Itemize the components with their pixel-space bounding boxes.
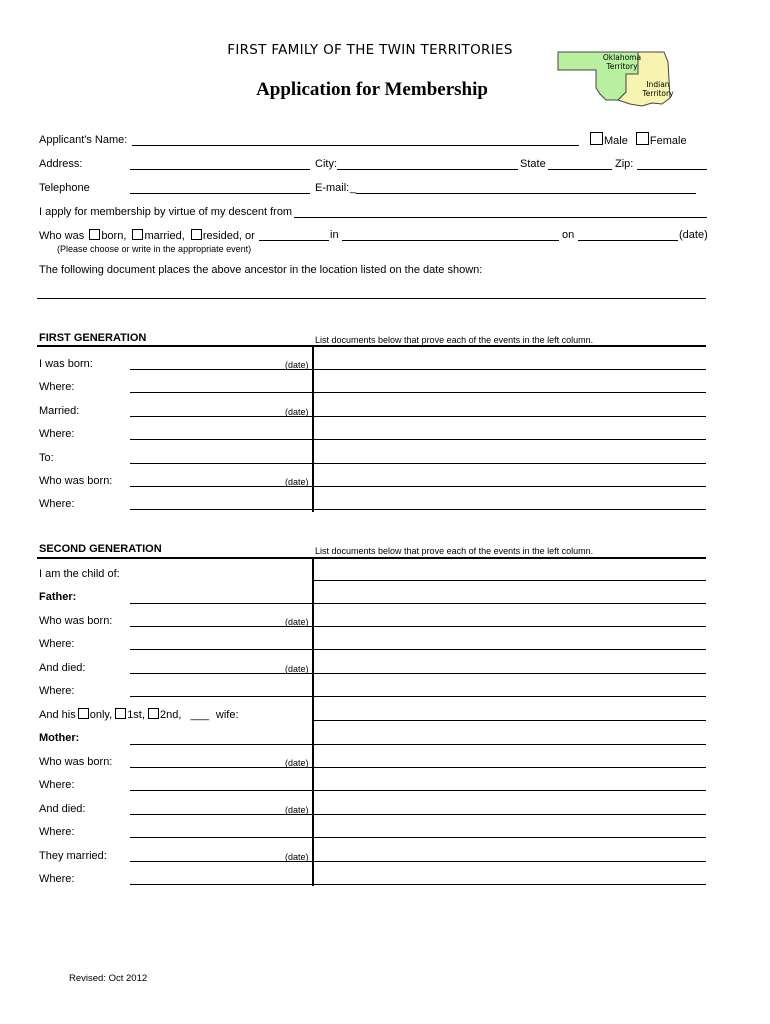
- female-label: Female: [649, 135, 687, 147]
- father-doc-line[interactable]: [314, 696, 706, 697]
- mother-and-died-label: And died:: [39, 802, 86, 815]
- mother-name-field[interactable]: [130, 744, 706, 745]
- father-who-was-born-date-label: (date): [285, 617, 309, 627]
- mother-and-died-date-label: (date): [285, 804, 309, 815]
- born-checkbox[interactable]: [89, 229, 100, 240]
- state-label: State: [520, 158, 546, 170]
- married-label: married,: [144, 230, 185, 242]
- who-was-label: Who was: [39, 230, 85, 242]
- father-doc-line[interactable]: [314, 673, 706, 674]
- father-where-field[interactable]: [130, 649, 312, 650]
- father-and-died-label: And died:: [39, 661, 86, 674]
- gen1-doc-line[interactable]: [314, 439, 706, 440]
- gen1-where-field[interactable]: [130, 509, 312, 510]
- first-generation-heading: FIRST GENERATION: [39, 332, 147, 344]
- only-label: only,: [89, 709, 113, 721]
- event-date-label: (date): [679, 229, 708, 241]
- gen1-doc-line[interactable]: [314, 369, 706, 370]
- first-generation-doc-note: List documents below that prove each of the events in the left column.: [315, 335, 594, 345]
- gen1-to-label: To:: [39, 451, 54, 464]
- gen1-where-label: Where:: [39, 498, 75, 511]
- resided-checkbox[interactable]: [191, 229, 202, 240]
- born-label: born,: [101, 230, 127, 242]
- mother-they-married-label: They married:: [39, 849, 107, 862]
- gen1-doc-line[interactable]: [314, 509, 706, 510]
- gen1-married-date-label: (date): [285, 406, 309, 417]
- mother-where-field[interactable]: [130, 790, 312, 791]
- email-field[interactable]: [356, 193, 696, 194]
- address-field[interactable]: [130, 169, 310, 170]
- father-where-label: Where:: [39, 685, 75, 698]
- mother-who-was-born-label: Who was born:: [39, 756, 113, 768]
- email-label: E-mail:: [315, 182, 350, 194]
- gen1-where-label: Where:: [39, 428, 75, 441]
- second-generation-heading: SECOND GENERATION: [39, 543, 162, 555]
- father-doc-line[interactable]: [314, 626, 706, 627]
- father-and-died-date-label: (date): [285, 663, 309, 674]
- gen1-where-field[interactable]: [130, 392, 312, 393]
- first-wife-checkbox[interactable]: [115, 708, 126, 719]
- mother-where-label: Where:: [39, 826, 75, 839]
- gen1-doc-line[interactable]: [314, 392, 706, 393]
- father-where-field[interactable]: [130, 696, 312, 697]
- telephone-field[interactable]: [130, 193, 310, 194]
- zip-field[interactable]: [637, 169, 707, 170]
- mother-where-label: Where:: [39, 779, 75, 792]
- gen1-married-label: Married:: [39, 404, 80, 417]
- female-checkbox[interactable]: [636, 132, 649, 145]
- mother-doc-line[interactable]: [314, 790, 706, 791]
- doc-line-wife[interactable]: [314, 720, 706, 721]
- only-checkbox[interactable]: [78, 708, 89, 719]
- applicant-name-field[interactable]: [132, 145, 579, 146]
- mother-doc-line[interactable]: [314, 837, 706, 838]
- second-generation-doc-note: List documents below that prove each of the events in the left column.: [315, 546, 594, 556]
- resided-label: resided, or: [202, 230, 255, 242]
- address-label: Address:: [39, 158, 83, 170]
- gen1-doc-line[interactable]: [314, 416, 706, 417]
- gen1-doc-line[interactable]: [314, 486, 706, 487]
- mother-doc-line[interactable]: [314, 884, 706, 885]
- gen1-i-was-born-date-label: (date): [285, 360, 309, 370]
- father-label: Father:: [39, 591, 77, 603]
- city-label: City:: [315, 158, 337, 170]
- revised-date: Revised: Oct 2012: [69, 973, 148, 984]
- gen1-where-field[interactable]: [130, 439, 312, 440]
- ancestor-name-field[interactable]: [294, 217, 707, 218]
- and-his-label: And his: [39, 709, 76, 721]
- first-generation-top-rule: [37, 345, 706, 347]
- gen1-i-was-born-label: I was born:: [39, 358, 93, 370]
- city-field[interactable]: [337, 169, 518, 170]
- gender-options: [590, 132, 687, 148]
- on-label: on: [562, 229, 575, 241]
- mother-doc-line[interactable]: [314, 767, 706, 768]
- wife-order-blank[interactable]: ___: [190, 709, 209, 721]
- oklahoma-territory-label: Oklahoma Territory: [602, 53, 642, 71]
- gen1-who-was-born-label: Who was born:: [39, 475, 113, 487]
- event-date-field[interactable]: [578, 240, 678, 241]
- father-name-field[interactable]: [130, 603, 706, 604]
- zip-label: Zip:: [615, 158, 634, 170]
- male-checkbox[interactable]: [590, 132, 603, 145]
- male-label: Male: [604, 135, 628, 147]
- father-who-was-born-label: Who was born:: [39, 615, 113, 627]
- oklahoma-map: [556, 48, 686, 110]
- second-wife-label: 2nd,: [159, 709, 182, 721]
- event-field[interactable]: [259, 240, 329, 241]
- father-where-label: Where:: [39, 638, 75, 651]
- child-of-label: I am the child of:: [39, 568, 120, 580]
- doc-line-child-of[interactable]: [314, 580, 706, 581]
- event-location-field[interactable]: [342, 240, 559, 241]
- mother-they-married-date-label: (date): [285, 851, 309, 862]
- mother-label: Mother:: [39, 732, 80, 744]
- apply-text: I apply for membership by virtue of my descent from: [39, 206, 293, 218]
- mother-where-field[interactable]: [130, 837, 312, 838]
- wife-label: wife:: [215, 709, 239, 721]
- gen1-to-field[interactable]: [130, 463, 312, 464]
- document-field[interactable]: [37, 298, 706, 299]
- who-was-line: [39, 229, 255, 243]
- mother-where-field[interactable]: [130, 884, 312, 885]
- gen1-who-was-born-date-label: (date): [285, 477, 309, 487]
- mother-doc-line[interactable]: [314, 814, 706, 815]
- first-wife-label: 1st,: [127, 709, 145, 721]
- first-generation-divider: [312, 346, 314, 512]
- in-label: in: [330, 229, 339, 241]
- married-checkbox[interactable]: [132, 229, 143, 240]
- second-wife-checkbox[interactable]: [148, 708, 159, 719]
- gen1-doc-line[interactable]: [314, 463, 706, 464]
- mother-where-label: Where:: [39, 873, 75, 885]
- form-title: Application for Membership: [256, 79, 488, 100]
- state-field[interactable]: [548, 169, 612, 170]
- gen1-where-label: Where:: [39, 381, 75, 394]
- indian-territory-label: Indian Territory: [642, 80, 674, 98]
- mother-doc-line[interactable]: [314, 861, 706, 862]
- applicant-name-label: Applicant's Name:: [39, 134, 128, 146]
- father-doc-line[interactable]: [314, 649, 706, 650]
- document-text: The following document places the above ancestor in the location listed on the date shown:: [39, 264, 483, 276]
- email-value: _: [350, 182, 357, 194]
- event-note: (Please choose or write in the appropriate event): [57, 244, 252, 254]
- second-generation-top-rule: [37, 557, 706, 559]
- telephone-label: Telephone: [39, 182, 90, 194]
- wife-line: [39, 708, 239, 722]
- mother-who-was-born-date-label: (date): [285, 758, 309, 768]
- organization-title: FIRST FAMILY OF THE TWIN TERRITORIES: [227, 42, 513, 58]
